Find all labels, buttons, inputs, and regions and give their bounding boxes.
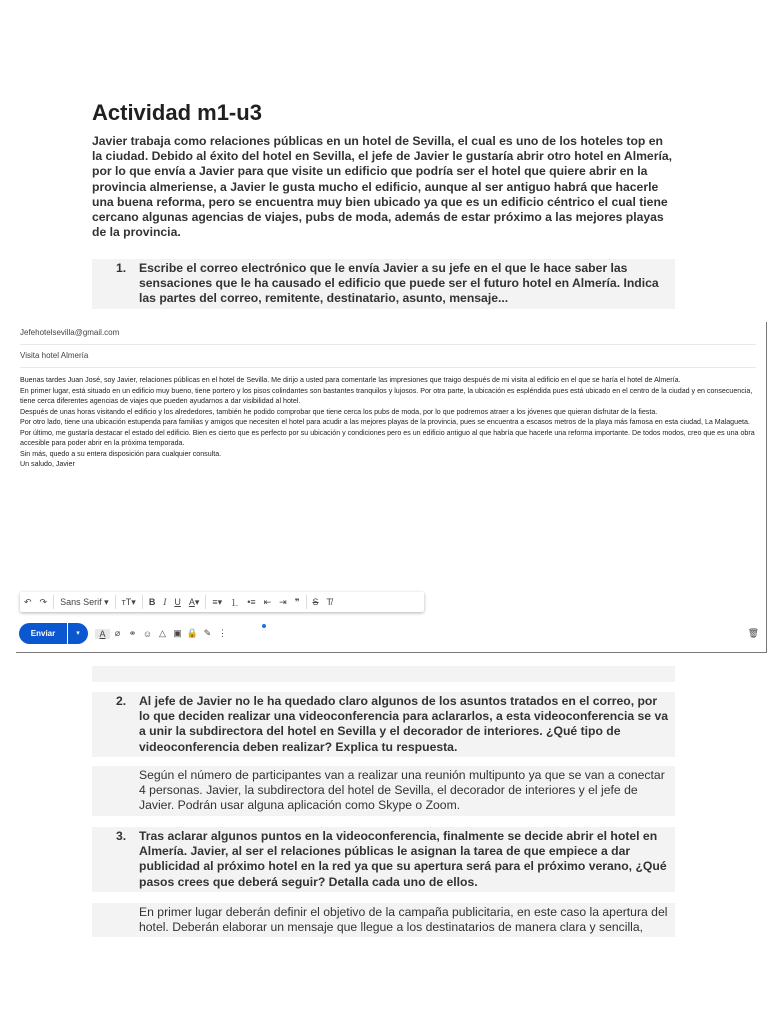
chevron-down-icon: ▾ — [217, 596, 223, 607]
question-number: 3. — [116, 829, 127, 843]
question-number: 2. — [116, 694, 127, 708]
bold-icon[interactable]: B — [148, 597, 156, 607]
intro-text: Javier trabaja como relaciones públicas en un hotel de Sevilla, el cual es uno de los hoteles top en la ciudad. Debido al éxito del hotel en Sevilla, el jefe de Javier le gustaría abrir otro hotel en Almería, por lo que envía a Javier para que visite un edificio que podría ser el hotel que quiere abrir en la provincia almeriense, a Javier le gusta mucho el edificio, aunque al ser antiguo habrá que hacerle una buena reforma, pero se encuentra muy bien ubicado ya que es un edificio céntrico el cual tiene cercano algunas agencias de viajes, pubs de moda, además de estar próximo a las mejores playas de la provincia. — [92, 134, 672, 240]
numbered-list-icon[interactable]: ⒈ — [230, 597, 240, 608]
text-size-icon: тT — [121, 597, 132, 607]
question-text: Al jefe de Javier no le ha quedado claro algunos de los asuntos tratados en el correo, por lo que deciden realizar una videoconferencia para aclararlos, a esta videoconferencia se va a unir la subdirectora del hotel en Sevilla y el decorador de interiores. ¿Qué tipo de videoconferencia deben realizar? Explica tu respuesta. — [139, 694, 669, 754]
font-family-label: Sans Serif — [60, 597, 102, 607]
schedule-send-dropdown[interactable]: ▾ — [68, 623, 88, 644]
insert-link-icon[interactable]: ⚭ — [128, 628, 137, 638]
bulleted-list-icon[interactable]: •≡ — [247, 597, 256, 607]
answer-text: En primer lugar deberán definir el objetivo de la campaña publicitaria, en este caso la apertura del hotel. Deberán elaborar un mensaje que llegue a los destinatarios de manera clara y sencilla, — [139, 905, 668, 935]
formatting-toolbar — [20, 592, 424, 612]
email-paragraph: Después de unas horas visitando el edificio y los alrededores, también he podido comprobar que tiene cerca los pubs de moda, por lo que podremos atraer a los jóvenes que quieran disfrutar de la fiesta. — [20, 407, 658, 416]
text-color-icon: A — [188, 597, 195, 607]
footer-icons — [95, 623, 230, 644]
answer-3 — [92, 903, 675, 937]
toolbar-divider — [142, 595, 143, 609]
subject-field[interactable]: Visita hotel Almería — [20, 345, 756, 368]
toolbar-divider — [115, 595, 116, 609]
email-paragraph: Buenas tardes Juan José, soy Javier, relaciones públicas en el hotel de Sevilla. Me dirijo a usted para comentarle las impresiones que traigo después de mi visita al edificio en el que se haría el hotel de Almería. — [20, 376, 681, 384]
email-compose-window — [16, 322, 767, 653]
formatting-options-icon[interactable]: A — [95, 629, 110, 639]
font-size-select[interactable] — [118, 592, 140, 612]
notification-dot — [262, 624, 266, 628]
discard-draft-icon[interactable]: 🗑 — [747, 628, 759, 638]
more-options-icon[interactable]: ⋮ — [218, 628, 227, 638]
font-family-select[interactable] — [56, 592, 113, 612]
italic-icon[interactable]: I — [163, 597, 167, 607]
insert-photo-icon[interactable]: ▣ — [173, 628, 182, 638]
question-text: Escribe el correo electrónico que le envía Javier a su jefe en el que le hace saber las sensaciones que le ha causado el edificio que puede ser el futuro hotel en Almería. Indica las partes del correo, remitente, destinatario, asunto, mensaje... — [139, 261, 659, 306]
text-color-select[interactable] — [185, 592, 204, 612]
recipient-field[interactable]: Jefehotelsevilla@gmail.com — [20, 322, 756, 345]
quote-icon[interactable]: ❞ — [294, 596, 300, 607]
toolbar-divider — [205, 595, 206, 609]
question-1 — [92, 259, 675, 309]
indent-icon[interactable]: ⇥ — [279, 596, 287, 607]
signature-icon[interactable]: ✎ — [203, 628, 212, 638]
email-paragraph: En primer lugar, está situado en un edificio muy bueno, tiene portero y los pisos colindantes son bastantes tranquilos y lujosos. Por otra parte, la ubicación es espléndida pues está ubicado en el centro de la ciudad y en consecuencia, tiene cerca diferentes agencias de viajes que pueden ayudarnos a dar visibilidad al hotel. — [20, 386, 753, 405]
chevron-down-icon: ▾ — [104, 596, 109, 607]
outdent-icon[interactable]: ⇤ — [263, 596, 272, 607]
question-text: Tras aclarar algunos puntos en la videoconferencia, finalmente se decide abrir el hotel en Almería. Javier, al ser el relaciones públicas le asignan la tarea de que empiece a dar publicidad al próximo hotel en la red ya que su apertura será para el próximo verano, ¿Qué pasos crees que deberá seguir? Detalla cada uno de ellos. — [139, 829, 667, 889]
emoji-icon[interactable]: ☺ — [142, 628, 153, 639]
strikethrough-icon[interactable]: S — [312, 597, 319, 607]
attach-icon[interactable]: ⌀ — [114, 628, 121, 638]
spacer-bar — [92, 666, 675, 682]
align-icon: ≡ — [212, 597, 218, 607]
email-body[interactable] — [20, 375, 758, 470]
undo-icon[interactable]: ↶ — [24, 596, 32, 607]
answer-2 — [92, 766, 675, 816]
email-paragraph: Por último, me gustaría destacar el estado del edificio. Bien es cierto que es perfecto por su ubicación y condiciones pero es un edificio antiguo al que habría que hacerle una reforma importante. De todos modos, creo que es una obra accesible para poder abrir en la próxima temporada. — [20, 428, 755, 447]
redo-icon[interactable]: ↷ — [39, 596, 48, 607]
email-paragraph: Sin más, quedo a su entera disposición para cualquier consulta. — [20, 449, 222, 458]
toolbar-divider — [53, 595, 54, 609]
answer-text: Según el número de participantes van a realizar una reunión multipunto ya que se van a conectar 4 personas. Javier, la subdirectora del hotel de Sevilla, el decorador de interiores y el jefe de Javier. Podrán usar alguna aplicación como Skype o Zoom. — [139, 768, 665, 813]
email-paragraph: Un saludo, Javier — [20, 460, 75, 468]
drive-icon[interactable]: △ — [159, 628, 166, 638]
page-title: Actividad m1-u3 — [92, 100, 262, 125]
confidential-mode-icon[interactable]: 🔒 — [186, 628, 199, 638]
question-2 — [92, 692, 675, 757]
align-select[interactable] — [208, 592, 226, 612]
question-3 — [92, 827, 675, 892]
question-number: 1. — [116, 261, 127, 275]
chevron-down-icon: ▾ — [194, 596, 200, 607]
send-button[interactable]: Enviar — [19, 623, 67, 644]
clear-formatting-icon[interactable]: T̸ — [326, 597, 333, 607]
underline-icon[interactable]: U — [174, 597, 181, 607]
chevron-down-icon: ▾ — [131, 596, 136, 607]
compose-footer — [19, 623, 759, 645]
email-paragraph: Por otro lado, tiene una ubicación estupenda para familias y amigos que necesiten el hotel para acudir a las mejores playas de la provincia, pues se encuentra a escasos metros de la playa más famosa en esta ciudad, La Malagueta. — [20, 418, 750, 426]
toolbar-divider — [306, 595, 307, 609]
